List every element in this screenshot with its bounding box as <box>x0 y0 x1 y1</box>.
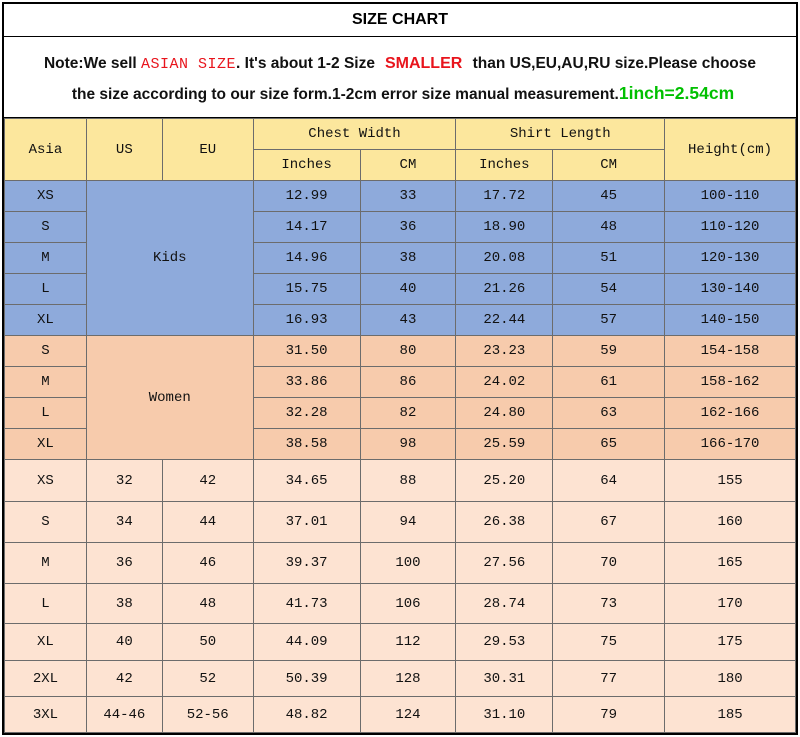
cell-shirt-cm: 64 <box>553 460 665 502</box>
cell-asia: L <box>5 274 87 305</box>
size-row <box>5 661 796 697</box>
cell-chest-inches: 31.50 <box>253 336 360 367</box>
cell-us: 42 <box>86 661 162 697</box>
cell-shirt-cm: 51 <box>553 243 665 274</box>
size-table <box>4 118 796 733</box>
size-row <box>5 624 796 661</box>
header-chest-width: Chest Width <box>253 119 456 150</box>
cell-chest-cm: 86 <box>360 367 456 398</box>
cell-shirt-cm: 63 <box>553 398 665 429</box>
cell-chest-inches: 41.73 <box>253 584 360 624</box>
cell-chest-inches: 16.93 <box>253 305 360 336</box>
cell-chest-cm: 43 <box>360 305 456 336</box>
cell-asia: S <box>5 212 87 243</box>
size-note <box>4 37 796 118</box>
cell-asia: M <box>5 543 87 584</box>
header-chest-inches: Inches <box>253 150 360 181</box>
cell-asia: XL <box>5 305 87 336</box>
cell-height: 130-140 <box>665 274 796 305</box>
cell-chest-inches: 34.65 <box>253 460 360 502</box>
header-asia: Asia <box>5 119 87 181</box>
cell-height: 110-120 <box>665 212 796 243</box>
cell-shirt-cm: 75 <box>553 624 665 661</box>
cell-eu: 44 <box>162 502 253 543</box>
cell-shirt-cm: 61 <box>553 367 665 398</box>
cell-shirt-inches: 25.20 <box>456 460 553 502</box>
note-asian-size: ASIAN SIZE <box>141 56 237 73</box>
cell-chest-cm: 128 <box>360 661 456 697</box>
women-size-row <box>5 336 796 367</box>
cell-chest-cm: 40 <box>360 274 456 305</box>
header-shirt-length: Shirt Length <box>456 119 665 150</box>
cell-height: 155 <box>665 460 796 502</box>
cell-height: 185 <box>665 697 796 733</box>
cell-shirt-cm: 48 <box>553 212 665 243</box>
note-line-2 <box>10 79 796 109</box>
cell-asia: XL <box>5 624 87 661</box>
note-instruction: the size according to our size form.1-2cm error size manual measurement. <box>71 86 619 103</box>
cell-shirt-cm: 65 <box>553 429 665 460</box>
cell-asia: 2XL <box>5 661 87 697</box>
cell-shirt-cm: 77 <box>553 661 665 697</box>
header-us: US <box>86 119 162 181</box>
cell-us: 36 <box>86 543 162 584</box>
cell-height: 154-158 <box>665 336 796 367</box>
cell-height: 166-170 <box>665 429 796 460</box>
cell-chest-inches: 48.82 <box>253 697 360 733</box>
cell-chest-cm: 33 <box>360 181 456 212</box>
size-row <box>5 502 796 543</box>
size-row <box>5 584 796 624</box>
cell-chest-cm: 112 <box>360 624 456 661</box>
women-group-label: Women <box>86 336 253 460</box>
cell-asia: XS <box>5 181 87 212</box>
cell-eu: 52 <box>162 661 253 697</box>
cell-shirt-inches: 29.53 <box>456 624 553 661</box>
cell-us: 32 <box>86 460 162 502</box>
cell-asia: XS <box>5 460 87 502</box>
cell-shirt-cm: 54 <box>553 274 665 305</box>
cell-shirt-cm: 79 <box>553 697 665 733</box>
cell-chest-inches: 50.39 <box>253 661 360 697</box>
cell-shirt-cm: 57 <box>553 305 665 336</box>
cell-chest-inches: 39.37 <box>253 543 360 584</box>
cell-asia: M <box>5 367 87 398</box>
cell-chest-cm: 94 <box>360 502 456 543</box>
cell-height: 175 <box>665 624 796 661</box>
cell-chest-inches: 32.28 <box>253 398 360 429</box>
cell-asia: XL <box>5 429 87 460</box>
note-size-diff: . It's about 1-2 Size <box>236 55 375 72</box>
cell-shirt-cm: 45 <box>553 181 665 212</box>
cell-eu: 52-56 <box>162 697 253 733</box>
cell-height: 160 <box>665 502 796 543</box>
cell-shirt-inches: 17.72 <box>456 181 553 212</box>
cell-chest-cm: 106 <box>360 584 456 624</box>
header-height: Height(cm) <box>665 119 796 181</box>
cell-height: 158-162 <box>665 367 796 398</box>
cell-chest-cm: 124 <box>360 697 456 733</box>
cell-asia: S <box>5 502 87 543</box>
cell-shirt-cm: 70 <box>553 543 665 584</box>
cell-chest-inches: 12.99 <box>253 181 360 212</box>
cell-chest-cm: 82 <box>360 398 456 429</box>
cell-asia: L <box>5 584 87 624</box>
header-chest-cm: CM <box>360 150 456 181</box>
cell-shirt-inches: 26.38 <box>456 502 553 543</box>
cell-shirt-inches: 20.08 <box>456 243 553 274</box>
cell-us: 34 <box>86 502 162 543</box>
cell-height: 165 <box>665 543 796 584</box>
cell-chest-inches: 38.58 <box>253 429 360 460</box>
cell-shirt-inches: 27.56 <box>456 543 553 584</box>
cell-height: 100-110 <box>665 181 796 212</box>
cell-chest-cm: 100 <box>360 543 456 584</box>
cell-eu: 42 <box>162 460 253 502</box>
cell-shirt-cm: 73 <box>553 584 665 624</box>
cell-shirt-inches: 24.02 <box>456 367 553 398</box>
cell-shirt-inches: 28.74 <box>456 584 553 624</box>
cell-us: 38 <box>86 584 162 624</box>
cell-height: 140-150 <box>665 305 796 336</box>
cell-chest-inches: 14.96 <box>253 243 360 274</box>
cell-height: 180 <box>665 661 796 697</box>
cell-chest-inches: 33.86 <box>253 367 360 398</box>
cell-eu: 46 <box>162 543 253 584</box>
size-chart <box>2 2 798 735</box>
cell-shirt-cm: 67 <box>553 502 665 543</box>
note-inch-conversion: 1inch=2.54cm <box>618 83 735 103</box>
header-shirt-inches: Inches <box>456 150 553 181</box>
cell-shirt-inches: 24.80 <box>456 398 553 429</box>
size-row <box>5 543 796 584</box>
kids-size-row <box>5 181 796 212</box>
chart-title: SIZE CHART <box>4 4 796 37</box>
cell-asia: M <box>5 243 87 274</box>
cell-asia: S <box>5 336 87 367</box>
cell-height: 170 <box>665 584 796 624</box>
cell-height: 162-166 <box>665 398 796 429</box>
header-shirt-cm: CM <box>553 150 665 181</box>
note-smaller: SMALLER <box>384 55 463 72</box>
cell-shirt-inches: 30.31 <box>456 661 553 697</box>
cell-chest-inches: 37.01 <box>253 502 360 543</box>
cell-shirt-inches: 31.10 <box>456 697 553 733</box>
cell-shirt-inches: 23.23 <box>456 336 553 367</box>
cell-shirt-cm: 59 <box>553 336 665 367</box>
cell-asia: 3XL <box>5 697 87 733</box>
cell-us: 40 <box>86 624 162 661</box>
cell-eu: 50 <box>162 624 253 661</box>
cell-chest-cm: 38 <box>360 243 456 274</box>
note-line-1 <box>4 50 796 79</box>
cell-asia: L <box>5 398 87 429</box>
cell-chest-inches: 15.75 <box>253 274 360 305</box>
cell-chest-inches: 14.17 <box>253 212 360 243</box>
note-compare: than US,EU,AU,RU size.Please choose <box>468 55 756 72</box>
cell-chest-cm: 80 <box>360 336 456 367</box>
cell-shirt-inches: 25.59 <box>456 429 553 460</box>
cell-shirt-inches: 21.26 <box>456 274 553 305</box>
cell-us: 44-46 <box>86 697 162 733</box>
cell-eu: 48 <box>162 584 253 624</box>
cell-height: 120-130 <box>665 243 796 274</box>
cell-chest-cm: 98 <box>360 429 456 460</box>
cell-shirt-inches: 22.44 <box>456 305 553 336</box>
note-intro: Note:We sell <box>43 55 142 72</box>
header-eu: EU <box>162 119 253 181</box>
kids-group-label: Kids <box>86 181 253 336</box>
cell-chest-inches: 44.09 <box>253 624 360 661</box>
cell-chest-cm: 88 <box>360 460 456 502</box>
cell-chest-cm: 36 <box>360 212 456 243</box>
size-row <box>5 697 796 733</box>
cell-shirt-inches: 18.90 <box>456 212 553 243</box>
size-row <box>5 460 796 502</box>
